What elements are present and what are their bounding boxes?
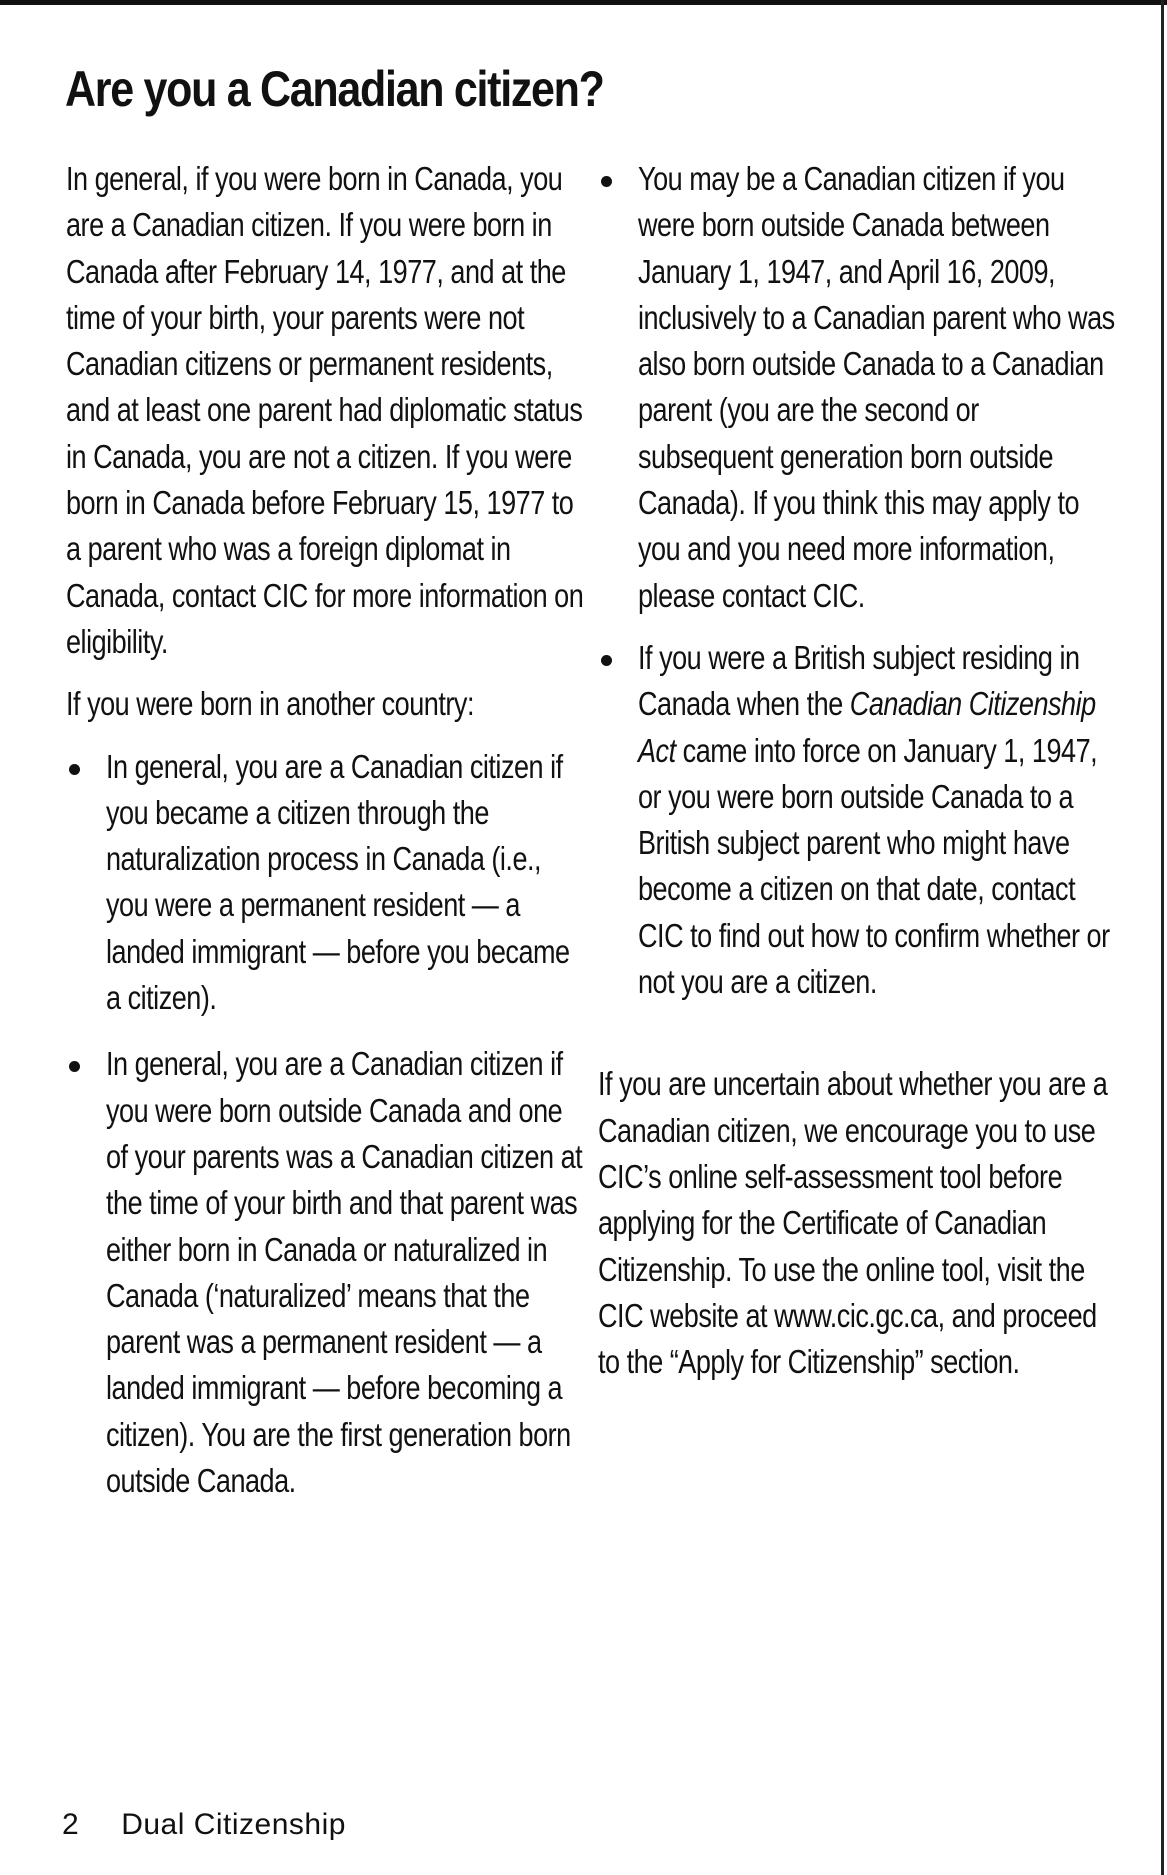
bullet-icon: [601, 176, 612, 187]
left-column: [66, 156, 586, 1504]
list-item: [66, 744, 586, 1022]
list-item: [66, 1041, 586, 1504]
list-item-text: In general, you are a Canadian citizen if you became a citizen through the naturalization process in Canada (i.e., you were a permanent resident — a landed immigrant — before you became a citizen).: [106, 747, 570, 1017]
page-number: 2: [62, 1808, 80, 1841]
page-footer: [62, 1808, 346, 1842]
intro-paragraph: In general, if you were born in Canada, you are a Canadian citizen. If you were born in Canada after February 14, 1977, and at the time of your birth, your parents were not Canadian citizens or permanent residents, and at least one parent had diplomatic status in Canada, you are not a citizen. If you were born in Canada before February 15, 1977 to a parent who was a foreign diplomat in Canada, contact CIC for more information on eligibility.: [66, 160, 584, 660]
closing-paragraph: If you are uncertain about whether you are a Canadian citizen, we encourage you to use CIC’s online self-assessment tool before applying for the Certificate of Canadian Citizenship. To use the online tool, visit the CIC website at www.cic.gc.ca, and proceed to the “Apply for Citizenship” section.: [598, 1065, 1108, 1381]
list-item: [598, 156, 1118, 619]
list-item-text: [638, 635, 1118, 1005]
text-segment: If you were a British subject residing in Canada when the: [638, 638, 1080, 723]
born-abroad-list: [66, 744, 586, 1505]
bullet-icon: [69, 764, 80, 775]
footer-section-title: Dual Citizenship: [121, 1808, 346, 1841]
born-abroad-lead-in: If you were born in another country:: [66, 685, 474, 723]
right-border: [1161, 0, 1164, 1875]
list-item-text: You may be a Canadian citizen if you were born outside Canada between January 1, 1947, and April 16, 2009, inclusively to a Canadian parent who was also born outside Canada to a Canadian parent (you are the second or subsequent generation born outside Canada). If you think this may apply to you and you need more information, please contact CIC.: [638, 160, 1115, 614]
act-title: Canadian Citizenship Act: [638, 685, 1096, 769]
list-item: [598, 635, 1118, 1005]
bullet-icon: [69, 1061, 80, 1072]
page-heading: Are you a Canadian citizen?: [65, 61, 604, 117]
top-border: [0, 0, 1167, 5]
right-column: [598, 156, 1118, 1385]
bullet-icon: [601, 655, 612, 666]
other-cases-list: [598, 156, 1118, 1005]
text-segment: came into force on January 1, 1947, or you were born outside Canada to a British subject parent who might have become a citizen on that date, contact CIC to find out how to confirm whether or not you are a citizen.: [638, 731, 1110, 1001]
list-item-text: In general, you are a Canadian citizen if you were born outside Canada and one of your parents was a Canadian citizen at the time of your birth and that parent was either born in Canada or naturalized in Canada (‘naturalized’ means that the parent was a permanent resident — a landed immigrant — before becoming a citizen). You are the first generation born outside Canada.: [106, 1045, 583, 1500]
